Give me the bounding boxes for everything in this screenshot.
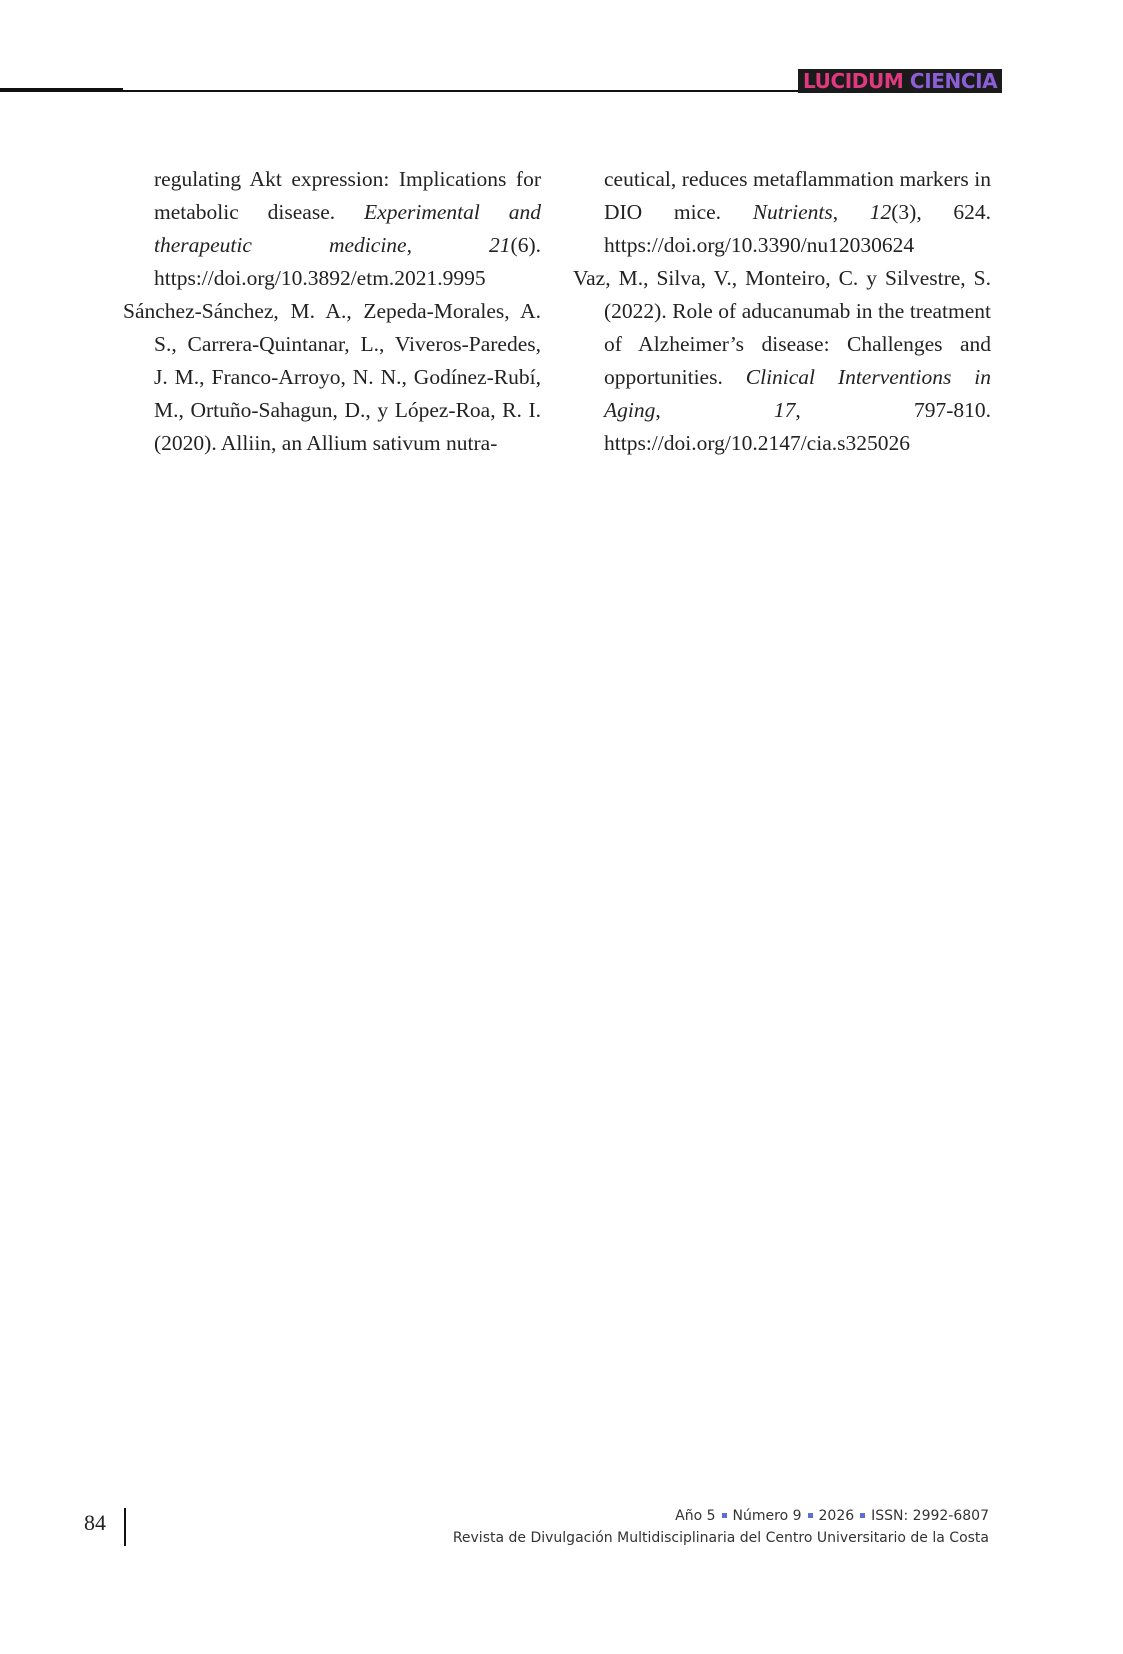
journal-volume: 17 bbox=[773, 398, 796, 422]
journal-title: Experimental and therapeutic medicine bbox=[154, 200, 542, 257]
separator-square-icon bbox=[860, 1513, 865, 1518]
reference-entry: Vaz, M., Silva, V., Monteiro, C. y Silvestre, S. (2022). Role of aducanumab in the treatment of Alzheimer’s disease: Challenges and opportunities. Clinical Interventions in Aging, 17, 797-810. https://doi.org/10.2147/cia.s325026 bbox=[573, 266, 991, 455]
reference-continuation: ceutical, reduces metaflammation markers in DIO mice. Nutrients, 12(3), 624. https://doi.org/10.3390/nu12030624 bbox=[604, 167, 991, 257]
journal-volume: 12 bbox=[869, 200, 892, 224]
journal-title: Clinical Interventions in Aging bbox=[604, 365, 991, 422]
journal-brand-logo bbox=[798, 69, 1002, 93]
brand-word-1: LUCIDUM bbox=[803, 69, 904, 93]
journal-volume: 21 bbox=[489, 233, 511, 257]
page-number-divider bbox=[124, 1508, 126, 1546]
reference-continuation: regulating Akt expression: Implications for metabolic disease. Experimental and therapeutic medicine, 21(6). https://doi.org/10.3892/etm.2021.9995 bbox=[154, 167, 542, 290]
page-number: 84 bbox=[84, 1510, 106, 1535]
footer-issue-line: Año 5 Número 9 2026 ISSN: 2992-6807 bbox=[675, 1508, 989, 1524]
page-footer bbox=[453, 1505, 989, 1549]
separator-square-icon bbox=[722, 1513, 727, 1518]
brand-word-2: CIENCIA bbox=[909, 69, 998, 93]
reference-entry: Sánchez-Sánchez, M. A., Zepeda-Morales, A. S., Carrera-Quintanar, L., Viveros-Paredes, J. M., Franco-Arroyo, N. N., Godínez-Rubí, M., Ortuño-Sahagun, D., y López-Roa, R. I. (2020). Alliin, an Allium sativum nutra- bbox=[123, 299, 541, 455]
separator-square-icon bbox=[808, 1513, 813, 1518]
journal-title: Nutrients bbox=[752, 200, 833, 224]
left-column bbox=[123, 163, 541, 460]
header-rule-accent bbox=[0, 88, 123, 92]
right-column bbox=[573, 163, 991, 460]
footer-journal-name: Revista de Divulgación Multidisciplinaria del Centro Universitario de la Costa bbox=[452, 1530, 989, 1546]
